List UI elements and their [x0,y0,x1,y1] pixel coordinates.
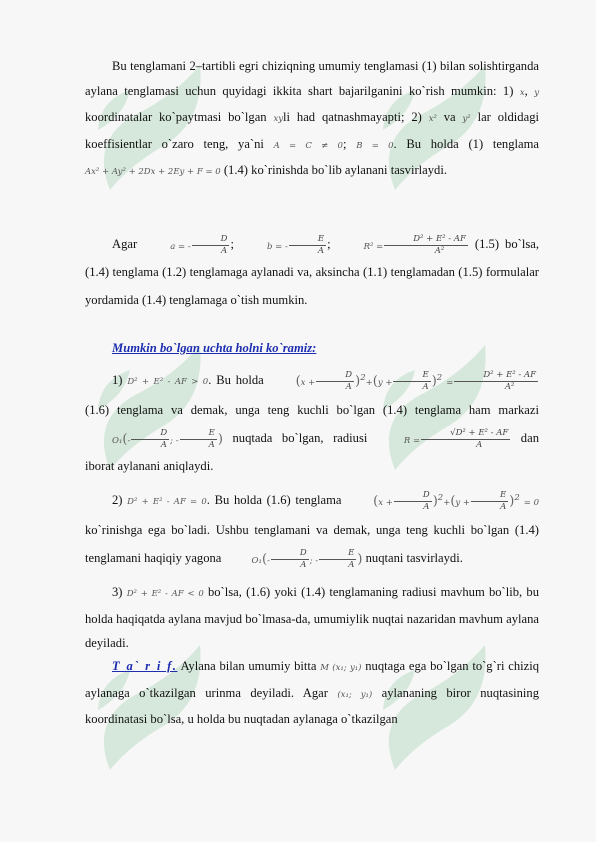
condition-negative: D² + E² - AF < 0 [126,589,204,599]
paragraph-3: 1) D² + E² - AF > 0. Bu holda (x + $\frac{D}{A}$ )$^2$+(y + $\frac{E}{A}$ )$^2$ = $\frac{\text{D² + E² - AF}}{\text{A²}}$ (1.6) tenglama va demak, unga teng kuchli bo`lgan (1.4) tenglama ham markazi O₁(- $\frac{D}{A}$ ; - $\frac{E}{A}$ ) nuqtada bo`lgan, radiusi R = $\frac{\text{√D² + E² - AF}}{A}$ dan iborat aylanani aniqlaydi. [85,369,539,473]
paragraph-2: Agar a = - $\frac{D}{A}$ ; b = - $\frac{E}{A}$ ; R² = $\frac{\text{D² + E² - AF}}{\text{A²}}$ (1.5) bo`lsa, (1.4) tenglama (1.2) tenglamaga aylanadi va, aksincha (1.1) tenglamadan (1.5) formulalar yordamida (1.4) tenglamaga o`tish mumkin. [85,233,539,307]
paragraph-1: Bu tenglamani 2–tartibli egri chiziqning umumiy tenglamasi (1) bilan solishtirganda aylana tenglamasi uchun quyidagi ikkita shart bajarilganini ko`rish mumkin: 1) x, y koordinatalar ko`paytmasi bo`lgan xyli had qatnashmayapti; 2) x² va y² lar oldidagi koeffisientlar o`zaro teng, ya`ni A = C ≠ 0; B = 0. Bu holda (1) tenglama Ax² + Ay² + 2Dx + 2Ey + F = 0 (1.4) ko`rinishda bo`lib aylanani tasvirlaydi. [85,59,540,177]
paragraph-6: T a` r i f. Aylana bilan umumiy bitta M (x₁; y₁) nuqtaga ega bo`lgan to`g`ri chiziq aylanaga o`tkazilgan urinma deyiladi. Agar (x₁; y₁) aylananing biror nuqtasining koordinatasi bo`lsa, u holda bu nuqtadan aylanaga o`tkazilgan [85,659,540,726]
section-heading: Mumkin bo`lgan uchta holni ko`ramiz: [112,341,317,355]
radius-formula: R = $\frac{\text{√D² + E² - AF}}{A}$ [403,427,509,450]
condition-positive: D² + E² - AF > 0 [127,377,209,387]
math-xy: xy [273,114,284,124]
equation-1-4: Ax² + Ay² + 2Dx + 2Ey + F = 0 [85,167,221,177]
paragraph-4: 2) D² + E² - AF = 0. Bu holda (1.6) tenglama (x + $\frac{D}{A}$ )$^2$+(y + $\frac{E}{A}$ )$^2$ = 0 ko`rinishga ega bo`ladi. Ushbu tenglamani va demak, unga teng kuchli bo`lgan (1.4) tenglamani haqiqiy yagona O₁(- $\frac{D}{A}$ ; - $\frac{E}{A}$ ) nuqtani tasvirlaydi. [85,489,540,570]
math-y2: y² [462,114,471,124]
equation-point-circle: (x + $\frac{D}{A}$ )$^2$+(y + $\frac{E}{A}$ )$^2$ = 0 [373,489,540,512]
math-x: x [519,87,525,98]
point-m: M (x₁; y₁) [320,663,362,673]
formula-r-squared: R² = $\frac{\text{D² + E² - AF}}{\text{A²}}$ [363,233,466,256]
equation-1-6: (x + $\frac{D}{A}$ )$^2$+(y + $\frac{E}{A}$ )$^2$ = $\frac{\text{D² + E² - AF}}{\text{A²}}$ [295,369,537,392]
formula-b: b = - $\frac{E}{A}$ [267,233,325,256]
math-x2: x² [428,114,437,124]
math-b-zero: B = 0 [356,140,394,151]
definition-term: T a` r i f. [112,659,178,673]
paragraph-5: 3) D² + E² - AF < 0 bo`lsa, (1.6) yoki (1.4) tenglamaning radiusi mavhum bo`lib, bu holda haqiqatda aylana mavjud bo`lmasa-da, umumiylik nuqtai nazaridan mavhum aylana deyiladi. [85,585,540,650]
math-a-eq-c: A = C ≠ 0 [273,140,343,151]
formula-a: a = - $\frac{D}{A}$ [170,233,228,256]
single-point: O₁(- $\frac{D}{A}$ ; - $\frac{E}{A}$ ) [251,547,363,570]
math-y: y [534,87,539,98]
condition-zero: D² + E² - AF = 0 [127,497,207,507]
point-pair: (x₁; y₁) [337,689,373,700]
center-point: O₁(- $\frac{D}{A}$ ; - $\frac{E}{A}$ ) [112,427,223,450]
